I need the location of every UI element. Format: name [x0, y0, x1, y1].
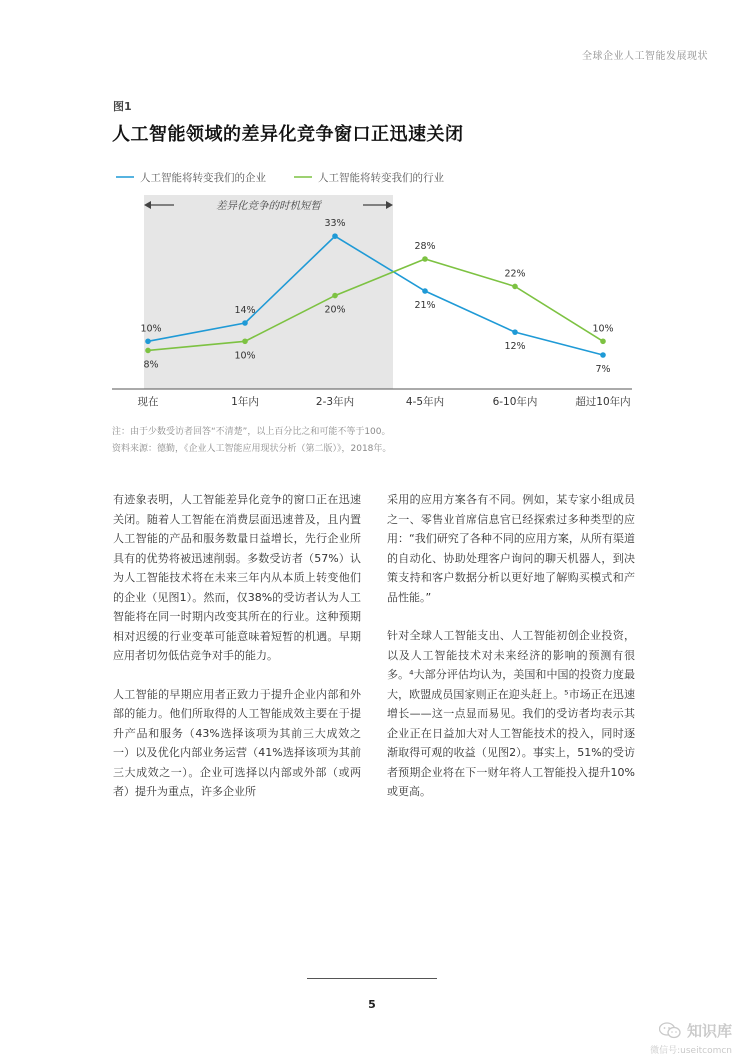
body-paragraph: 针对全球人工智能支出、人工智能初创企业投资，以及人工智能技术对未来经济的影响的预测有很多。⁴大部分评估均认为，美国和中国的投资力度最大，欧盟成员国家则正在迎头赶上。⁵市场正在迅速增长——这一点显而易见。我们的受访者均表示其企业正在日益加大对人工智能技术的投入，同时逐渐取得可观的收益（见图2）。事实上，51%的受访者预期企业将在下一财年将人工智能投入提升10%或更高。: [387, 629, 635, 798]
line-chart: [0, 0, 744, 420]
data-point: [600, 352, 606, 358]
x-tick-label: 6-10年内: [492, 396, 538, 408]
watermark: [650, 1020, 732, 1056]
data-point: [332, 233, 338, 239]
data-point: [600, 338, 606, 344]
wechat-icon: [659, 1022, 681, 1039]
data-point: [145, 338, 151, 344]
data-label: 20%: [324, 304, 346, 316]
data-label: 10%: [234, 350, 256, 362]
data-point: [242, 338, 248, 344]
annotation-label: 差异化竞争的时机短暂: [216, 200, 321, 212]
legend-label: 人工智能将转变我们的行业: [318, 172, 444, 184]
data-label: 22%: [504, 268, 526, 280]
data-point: [145, 348, 151, 354]
data-label: 21%: [414, 300, 436, 311]
body-column-left: [113, 490, 361, 821]
chart-note: 注：由于少数受访者回答“不清楚”，以上百分比之和可能不等于100。: [112, 427, 391, 437]
body-column-right: [387, 490, 635, 821]
x-tick-label: 4-5年内: [405, 396, 445, 408]
x-tick-label: 2-3年内: [315, 396, 355, 408]
data-point: [422, 256, 428, 262]
data-point: [422, 288, 428, 294]
footer-rule: [307, 978, 437, 979]
page-number: 5: [368, 998, 376, 1011]
data-label: 8%: [143, 359, 159, 371]
watermark-account: 微信号:useitcomcn: [650, 1046, 732, 1056]
watermark-brand: 知识库: [686, 1022, 732, 1040]
body-paragraph: 采用的应用方案各有不同。例如，某专家小组成员之一、零售业首席信息官已经探索过多种类型的应用：“我们研究了各种不同的应用方案，从所有渠道的自动化、协助处理客户询问的聊天机器人，到决策支持和客户数据分析以更好地了解购买模式和产品性能。”: [387, 493, 635, 604]
running-header: 全球企业人工智能发展现状: [582, 51, 708, 62]
data-point: [512, 284, 518, 290]
data-label: 12%: [504, 341, 526, 353]
data-label: 33%: [324, 218, 346, 230]
data-label: 10%: [592, 323, 614, 335]
data-label: 10%: [140, 323, 162, 335]
body-paragraph: 人工智能的早期应用者正致力于提升企业内部和外部的能力。他们所取得的人工智能成效主要在于提升产品和服务（43%选择该项为其前三大成效之一）以及优化内部业务运营（41%选择该项为其前三大成效之一）。企业可选择以内部或外部（或两者）提升为重点，许多企业所: [113, 687, 361, 798]
data-label: 7%: [595, 364, 611, 375]
body-paragraph: 有迹象表明，人工智能差异化竞争的窗口正在迅速关闭。随着人工智能在消费层面迅速普及，且内置人工智能的产品和服务数量日益增长，先行企业所具有的优势将被迅速削弱。多数受访者（57%）认为人工智能技术将在未来三年内从本质上转变他们的企业（见图1）。然而，仅38%的受访者认为人工智能将在同一时期内改变其所在的行业。这种预期相对迟缓的行业变革可能意味着短暂的机遇。早期应用者切勿低估竞争对手的能力。: [113, 493, 361, 662]
data-point: [242, 320, 248, 326]
figure-label: 图1: [113, 100, 132, 113]
data-point: [512, 329, 518, 335]
x-tick-label: 现在: [137, 396, 159, 408]
legend-label: 人工智能将转变我们的企业: [140, 172, 266, 184]
figure-title: 人工智能领域的差异化竞争窗口正迅速关闭: [112, 124, 464, 145]
chart-source: 资料来源：德勤，《企业人工智能应用现状分析（第二版）》，2018年。: [112, 444, 392, 454]
x-tick-label: 1年内: [231, 396, 259, 408]
annotation-shade: [144, 195, 393, 389]
x-tick-label: 超过10年内: [575, 396, 631, 408]
data-label: 28%: [414, 241, 436, 252]
data-label: 14%: [234, 305, 256, 316]
data-point: [332, 293, 338, 299]
